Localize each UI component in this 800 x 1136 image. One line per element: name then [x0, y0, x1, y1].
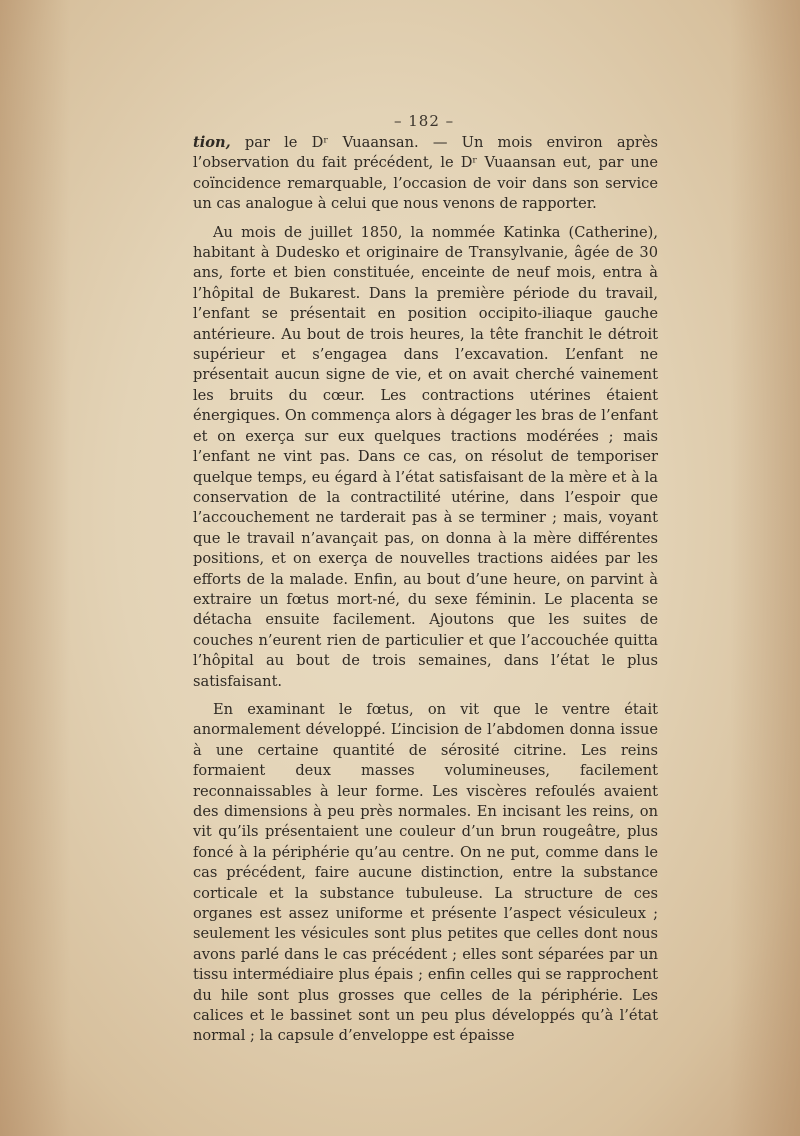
body-text [193, 133, 658, 1047]
paragraph-2: Au mois de juillet 1850, la nommée Katinka (Catherine), habitant à Dudesko et originaire de Transylvanie, âgée de 30 ans, forte et bien constituée, enceinte de neuf mois, entra à l’hôpital de Bukarest. Dans la première période du travail, l’enfant se présentait en position occipito-iliaque gauche antérieure. Au bout de trois heures, la tête franchit le détroit supérieur et s’engagea dans l’excavation. L’enfant ne présentait aucun signe de vie, et on avait cherché vainement les bruits du cœur. Les contractions utérines étaient énergiques. On commença alors à dégager les bras de l’enfant et on exerça sur eux quelques tractions modérées ; mais l’enfant ne vint pas. Dans ce cas, on résolut de temporiser quelque temps, eu égard à l’état satisfaisant de la mère et à la conservation de la contractilité utérine, dans l’espoir que l’accouchement ne tarderait pas à se terminer ; mais, voyant que le travail n’avançait pas, on donna à la mère différentes positions, et on exerça de nouvelles tractions aidées par les efforts de la malade. Enfin, au bout d’une heure, on parvint à extraire un fœtus mort-né, du sexe féminin. Le placenta se détacha ensuite facilement. Ajoutons que les suites de couches n’eurent rien de particulier et que l’accouchée quitta l’hôpital au bout de trois semaines, dans l’état le plus satisfaisant. [193, 223, 658, 690]
page-edge-shading-right [730, 0, 800, 1136]
page-number: – 182 – [394, 112, 455, 130]
paragraph-3: En examinant le fœtus, on vit que le ventre était anormalement développé. L’incision de l’abdomen donna issue à une certaine quantité de sérosité citrine. Les reins formaient deux masses volumineuses, facilement reconnaissables à leur forme. Les viscères refoulés avaient des dimensions à peu près normales. En incisant les reins, on vit qu’ils présentaient une couleur d’un brun rougeâtre, plus foncé à la périphérie qu’au centre. On ne put, comme dans le cas précédent, faire aucune distinction, entre la substance corticale et la substance tubuleuse. La structure de ces organes est assez uniforme et présente l’aspect vésiculeux ; seulement les vésicules sont plus petites que celles dont nous avons parlé dans le cas précédent ; elles sont séparées par un tissu intermédiaire plus épais ; enfin celles qui se rapprochent du hile sont plus grosses que celles de la périphérie. Les calices et le bassinet sont un peu plus développés qu’à l’état normal ; la capsule d’enveloppe est épaisse [193, 700, 658, 1045]
paragraph-1-lead: tion, [193, 134, 231, 151]
paragraph-1-text: par le Dʳ Vuaansan. — Un mois environ après l’observation du fait précédent, le Dʳ Vuaansan eut, par une coïncidence remarquable, l’occasion de voir dans son service un cas analogue à celui que nous venons de rapporter. [193, 134, 658, 213]
paragraph-1 [193, 133, 658, 215]
page-edge-shading-left [0, 0, 70, 1136]
